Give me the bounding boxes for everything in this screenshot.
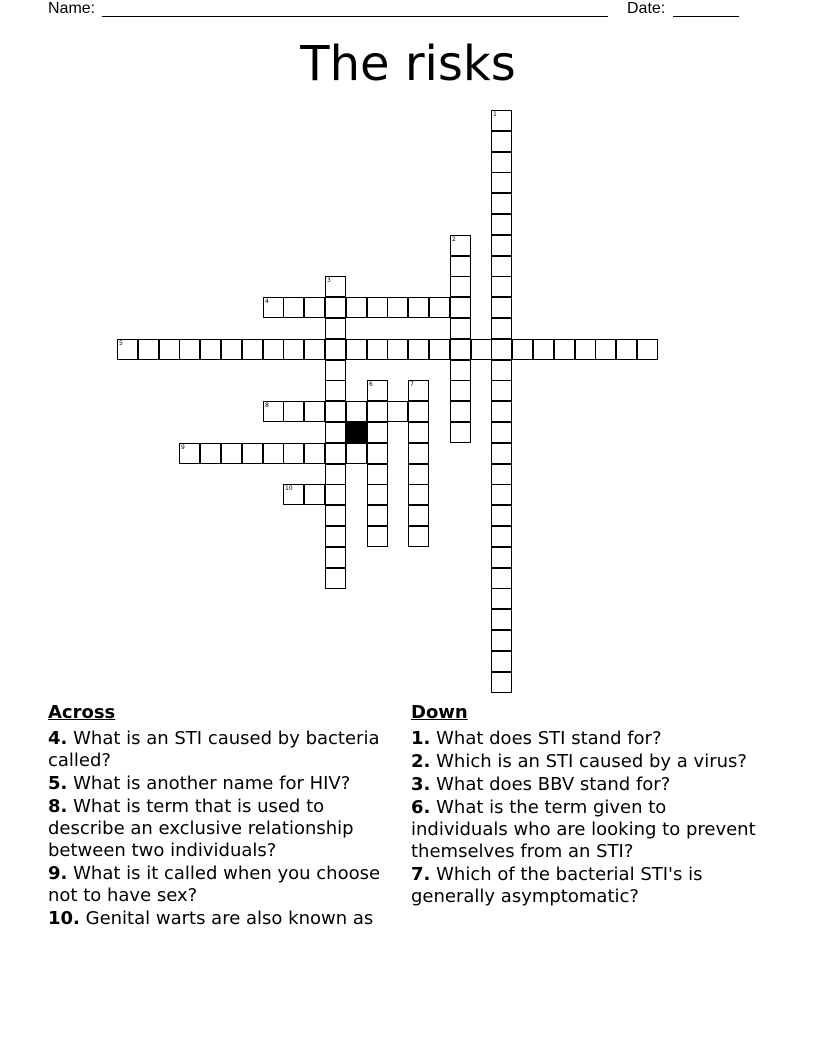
- grid-cell[interactable]: [283, 443, 304, 464]
- clue-item: [411, 751, 756, 773]
- grid-cell[interactable]: [304, 484, 325, 505]
- clue-text: What does BBV stand for?: [436, 774, 671, 795]
- grid-cell[interactable]: [491, 568, 512, 589]
- grid-cell[interactable]: [450, 276, 471, 297]
- grid-cell[interactable]: [491, 152, 512, 173]
- grid-cell[interactable]: [304, 339, 325, 360]
- clue-number: 10.: [48, 908, 80, 929]
- down-clue-list: [411, 728, 756, 908]
- grid-cell[interactable]: [325, 526, 346, 547]
- clue-text: Genital warts are also known as: [85, 908, 374, 929]
- clue-number-label: 5: [119, 340, 123, 347]
- grid-cell[interactable]: [491, 547, 512, 568]
- grid-cell[interactable]: [367, 380, 388, 401]
- clue-text: What is another name for HIV?: [73, 773, 351, 794]
- grid-cell[interactable]: [429, 297, 450, 318]
- grid-cell[interactable]: [408, 401, 429, 422]
- grid-cell[interactable]: [408, 297, 429, 318]
- grid-cell[interactable]: [325, 360, 346, 381]
- grid-cell[interactable]: [263, 339, 284, 360]
- grid-cell[interactable]: [408, 339, 429, 360]
- grid-cell[interactable]: [491, 630, 512, 651]
- grid-cell[interactable]: [491, 505, 512, 526]
- grid-cell[interactable]: [533, 339, 554, 360]
- grid-cell[interactable]: [179, 443, 200, 464]
- grid-cell[interactable]: [367, 297, 388, 318]
- grid-cell[interactable]: [450, 380, 471, 401]
- clue-item: [411, 728, 756, 750]
- grid-cell[interactable]: [325, 464, 346, 485]
- clue-item: [48, 773, 393, 795]
- grid-cell[interactable]: [367, 422, 388, 443]
- grid-cell[interactable]: [325, 339, 346, 360]
- grid-cell[interactable]: [491, 256, 512, 277]
- grid-cell[interactable]: [346, 443, 367, 464]
- grid-cell[interactable]: [367, 526, 388, 547]
- grid-cell[interactable]: [283, 401, 304, 422]
- grid-cell[interactable]: [325, 547, 346, 568]
- grid-cell[interactable]: [200, 339, 221, 360]
- clue-number: 6.: [411, 797, 431, 818]
- grid-cell[interactable]: [491, 339, 512, 360]
- clue-number-label: 4: [265, 298, 269, 305]
- clue-number: 5.: [48, 773, 68, 794]
- grid-cell[interactable]: [512, 339, 533, 360]
- grid-cell[interactable]: [304, 401, 325, 422]
- grid-cell[interactable]: [325, 505, 346, 526]
- grid-cell[interactable]: [471, 339, 492, 360]
- clue-item: [48, 728, 393, 772]
- grid-cell[interactable]: [263, 297, 284, 318]
- grid-cell[interactable]: [263, 443, 284, 464]
- grid-cell[interactable]: [491, 526, 512, 547]
- grid-cell[interactable]: [491, 297, 512, 318]
- grid-cell[interactable]: [408, 484, 429, 505]
- grid-cell[interactable]: [429, 339, 450, 360]
- clue-number-label: 8: [265, 402, 269, 409]
- grid-cell[interactable]: [491, 672, 512, 693]
- clue-number: 8.: [48, 796, 68, 817]
- grid-cell[interactable]: [491, 276, 512, 297]
- clue-item: [48, 863, 393, 907]
- grid-cell[interactable]: [491, 360, 512, 381]
- clue-item: [411, 797, 756, 863]
- grid-cell[interactable]: [491, 464, 512, 485]
- grid-cell[interactable]: [242, 443, 263, 464]
- grid-cell[interactable]: [491, 214, 512, 235]
- down-heading: Down: [411, 702, 468, 723]
- grid-cell[interactable]: [117, 339, 138, 360]
- grid-cell[interactable]: [491, 318, 512, 339]
- grid-cell[interactable]: [450, 256, 471, 277]
- clue-text: What is an STI caused by bacteria called?: [48, 728, 380, 771]
- grid-cell[interactable]: [387, 339, 408, 360]
- clue-number: 7.: [411, 864, 431, 885]
- grid-cell[interactable]: [387, 401, 408, 422]
- grid-cell[interactable]: [367, 443, 388, 464]
- clue-text: What does STI stand for?: [436, 728, 662, 749]
- clue-number-label: 1: [493, 111, 497, 118]
- grid-cell[interactable]: [491, 131, 512, 152]
- clue-number-label: 10: [285, 485, 293, 492]
- grid-cell[interactable]: [159, 339, 180, 360]
- grid-cell[interactable]: [221, 443, 242, 464]
- grid-cell[interactable]: [242, 339, 263, 360]
- grid-cell[interactable]: [491, 235, 512, 256]
- grid-cell[interactable]: [491, 588, 512, 609]
- grid-cell[interactable]: [450, 339, 471, 360]
- grid-cell[interactable]: [408, 422, 429, 443]
- black-cell: [346, 422, 367, 443]
- grid-cell[interactable]: [450, 422, 471, 443]
- grid-cell[interactable]: [491, 193, 512, 214]
- grid-cell[interactable]: [408, 526, 429, 547]
- grid-cell[interactable]: [408, 505, 429, 526]
- grid-cell[interactable]: [325, 401, 346, 422]
- grid-cell[interactable]: [554, 339, 575, 360]
- grid-cell[interactable]: [325, 443, 346, 464]
- grid-cell[interactable]: [283, 339, 304, 360]
- grid-cell[interactable]: [450, 297, 471, 318]
- grid-cell[interactable]: [367, 505, 388, 526]
- grid-cell[interactable]: [491, 110, 512, 131]
- grid-cell[interactable]: [450, 360, 471, 381]
- grid-cell[interactable]: [283, 297, 304, 318]
- clue-number: 4.: [48, 728, 68, 749]
- clue-number: 2.: [411, 751, 431, 772]
- grid-cell[interactable]: [304, 443, 325, 464]
- page-title: The risks: [300, 36, 516, 92]
- grid-cell[interactable]: [325, 568, 346, 589]
- grid-cell[interactable]: [491, 651, 512, 672]
- grid-cell[interactable]: [263, 401, 284, 422]
- grid-cell[interactable]: [325, 484, 346, 505]
- grid-cell[interactable]: [138, 339, 159, 360]
- grid-cell[interactable]: [325, 318, 346, 339]
- clue-item: [411, 864, 756, 908]
- grid-cell[interactable]: [491, 443, 512, 464]
- grid-cell[interactable]: [346, 297, 367, 318]
- grid-cell[interactable]: [325, 276, 346, 297]
- clue-number: 3.: [411, 774, 431, 795]
- grid-cell[interactable]: [179, 339, 200, 360]
- clue-item: [48, 908, 393, 930]
- grid-cell[interactable]: [637, 339, 658, 360]
- grid-cell[interactable]: [491, 380, 512, 401]
- across-clue-list: [48, 728, 393, 930]
- across-clues: [48, 702, 393, 931]
- grid-cell[interactable]: [408, 464, 429, 485]
- grid-cell[interactable]: [408, 380, 429, 401]
- clue-number: 9.: [48, 863, 68, 884]
- grid-cell[interactable]: [491, 422, 512, 443]
- name-label: Name:: [48, 0, 96, 17]
- grid-cell[interactable]: [325, 422, 346, 443]
- across-heading: Across: [48, 702, 116, 723]
- grid-cell[interactable]: [491, 484, 512, 505]
- clue-number-label: 6: [369, 381, 373, 388]
- grid-cell[interactable]: [450, 401, 471, 422]
- clue-number-label: 7: [410, 381, 414, 388]
- grid-cell[interactable]: [408, 443, 429, 464]
- grid-cell[interactable]: [346, 401, 367, 422]
- grid-cell[interactable]: [367, 339, 388, 360]
- grid-cell[interactable]: [325, 297, 346, 318]
- date-label: Date:: [627, 0, 666, 17]
- grid-cell[interactable]: [304, 297, 325, 318]
- grid-cell[interactable]: [367, 464, 388, 485]
- clue-number-label: 9: [181, 444, 185, 451]
- grid-cell[interactable]: [200, 443, 221, 464]
- grid-cell[interactable]: [491, 172, 512, 193]
- grid-cell[interactable]: [575, 339, 596, 360]
- clue-number-label: 2: [452, 236, 456, 243]
- grid-cell[interactable]: [491, 609, 512, 630]
- grid-cell[interactable]: [346, 339, 367, 360]
- grid-cell[interactable]: [595, 339, 616, 360]
- grid-cell[interactable]: [616, 339, 637, 360]
- grid-cell[interactable]: [367, 484, 388, 505]
- clue-number-label: 3: [327, 277, 331, 284]
- clue-text: Which is an STI caused by a virus?: [436, 751, 747, 772]
- down-clues: [411, 702, 756, 909]
- clue-item: [411, 774, 756, 796]
- clue-text: What is the term given to individuals who are looking to prevent themselves from an STI?: [411, 797, 756, 862]
- grid-cell[interactable]: [283, 484, 304, 505]
- clue-item: [48, 796, 393, 862]
- grid-cell[interactable]: [450, 318, 471, 339]
- grid-cell[interactable]: [221, 339, 242, 360]
- grid-cell[interactable]: [325, 380, 346, 401]
- grid-cell[interactable]: [491, 401, 512, 422]
- clue-text: What is term that is used to describe an exclusive relationship between two individuals?: [48, 796, 354, 861]
- clue-number: 1.: [411, 728, 431, 749]
- clue-text: Which of the bacterial STI's is generally asymptomatic?: [411, 864, 703, 907]
- grid-cell[interactable]: [450, 235, 471, 256]
- clue-text: What is it called when you choose not to have sex?: [48, 863, 381, 906]
- grid-cell[interactable]: [387, 297, 408, 318]
- grid-cell[interactable]: [367, 401, 388, 422]
